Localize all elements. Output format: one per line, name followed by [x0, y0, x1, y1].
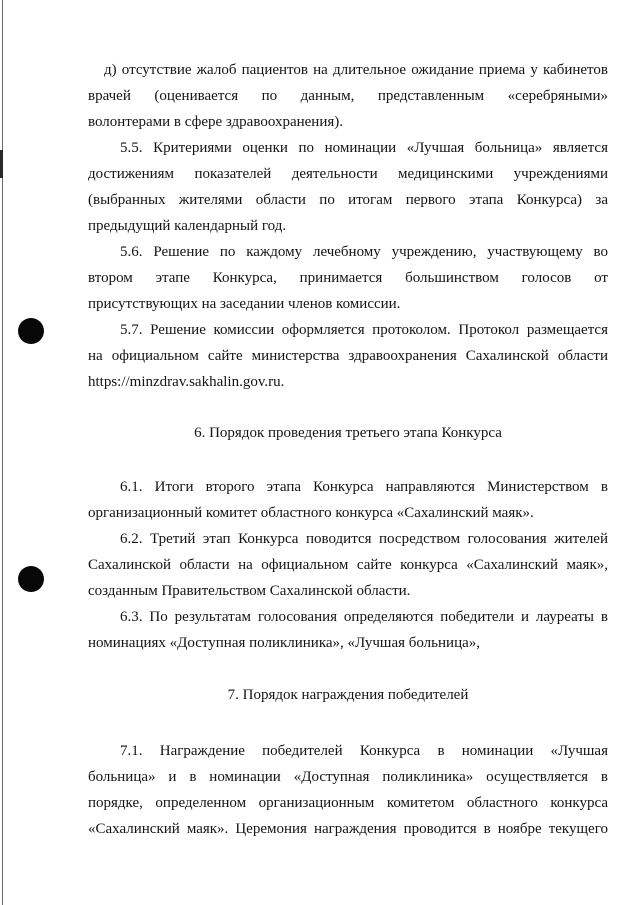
- page-edge-mark: [0, 150, 3, 178]
- text-line: «Сахалинский маяк». Церемония награждения проводится в ноябре текущего: [88, 821, 608, 837]
- text-line: 5.7. Решение комиссии оформляется протоколом. Протокол размещается: [120, 322, 608, 338]
- text-line: врачей (оценивается по данным, представленным «серебряными»: [88, 88, 608, 104]
- text-line: 5.6. Решение по каждому лечебному учреждению, участвующему во: [120, 244, 608, 260]
- punch-hole-mark: [18, 318, 44, 344]
- section-heading: 7. Порядок награждения победителей: [227, 687, 469, 703]
- text-line: Сахалинской области на официальном сайте конкурса «Сахалинский маяк»,: [88, 557, 608, 573]
- text-line: на официальном сайте министерства здравоохранения Сахалинской области: [88, 348, 608, 364]
- text-line: д) отсутствие жалоб пациентов на длительное ожидание приема у кабинетов: [104, 62, 608, 78]
- text-line: волонтерами в сфере здравоохранения).: [88, 114, 343, 130]
- punch-hole-mark: [18, 566, 44, 592]
- text-line: порядке, определенном организационным комитетом областного конкурса: [88, 795, 608, 811]
- text-line: 5.5. Критериями оценки по номинации «Лучшая больница» является: [120, 140, 608, 156]
- text-line: 6.1. Итоги второго этапа Конкурса направляются Министерством в: [120, 479, 608, 495]
- section-heading: 6. Порядок проведения третьего этапа Конкурса: [194, 425, 502, 441]
- text-line: предыдущий календарный год.: [88, 218, 287, 234]
- text-line: достижениям показателей деятельности медицинскими учреждениями: [88, 166, 608, 182]
- text-line: больница» и в номинации «Доступная поликлиника» осуществляется в: [88, 769, 608, 785]
- text-line: 6.3. По результатам голосования определяются победители и лауреаты в: [120, 609, 608, 625]
- text-line: номинациях «Доступная поликлиника», «Лучшая больница»,: [88, 635, 480, 651]
- page-edge-line: [2, 0, 3, 905]
- text-line: 6.2. Третий этап Конкурса поводится посредством голосования жителей: [120, 531, 608, 547]
- text-line: организационный комитет областного конкурса «Сахалинский маяк».: [88, 505, 534, 521]
- text-line: присутствующих на заседании членов комиссии.: [88, 296, 401, 312]
- text-line: созданным Правительством Сахалинской области.: [88, 583, 411, 599]
- text-line: 7.1. Награждение победителей Конкурса в номинации «Лучшая: [120, 743, 608, 759]
- text-line: втором этапе Конкурса, принимается большинством голосов от: [88, 270, 608, 286]
- text-line: https://minzdrav.sakhalin.gov.ru.: [88, 374, 285, 390]
- text-line: (выбранных жителями области по итогам первого этапа Конкурса) за: [88, 192, 608, 208]
